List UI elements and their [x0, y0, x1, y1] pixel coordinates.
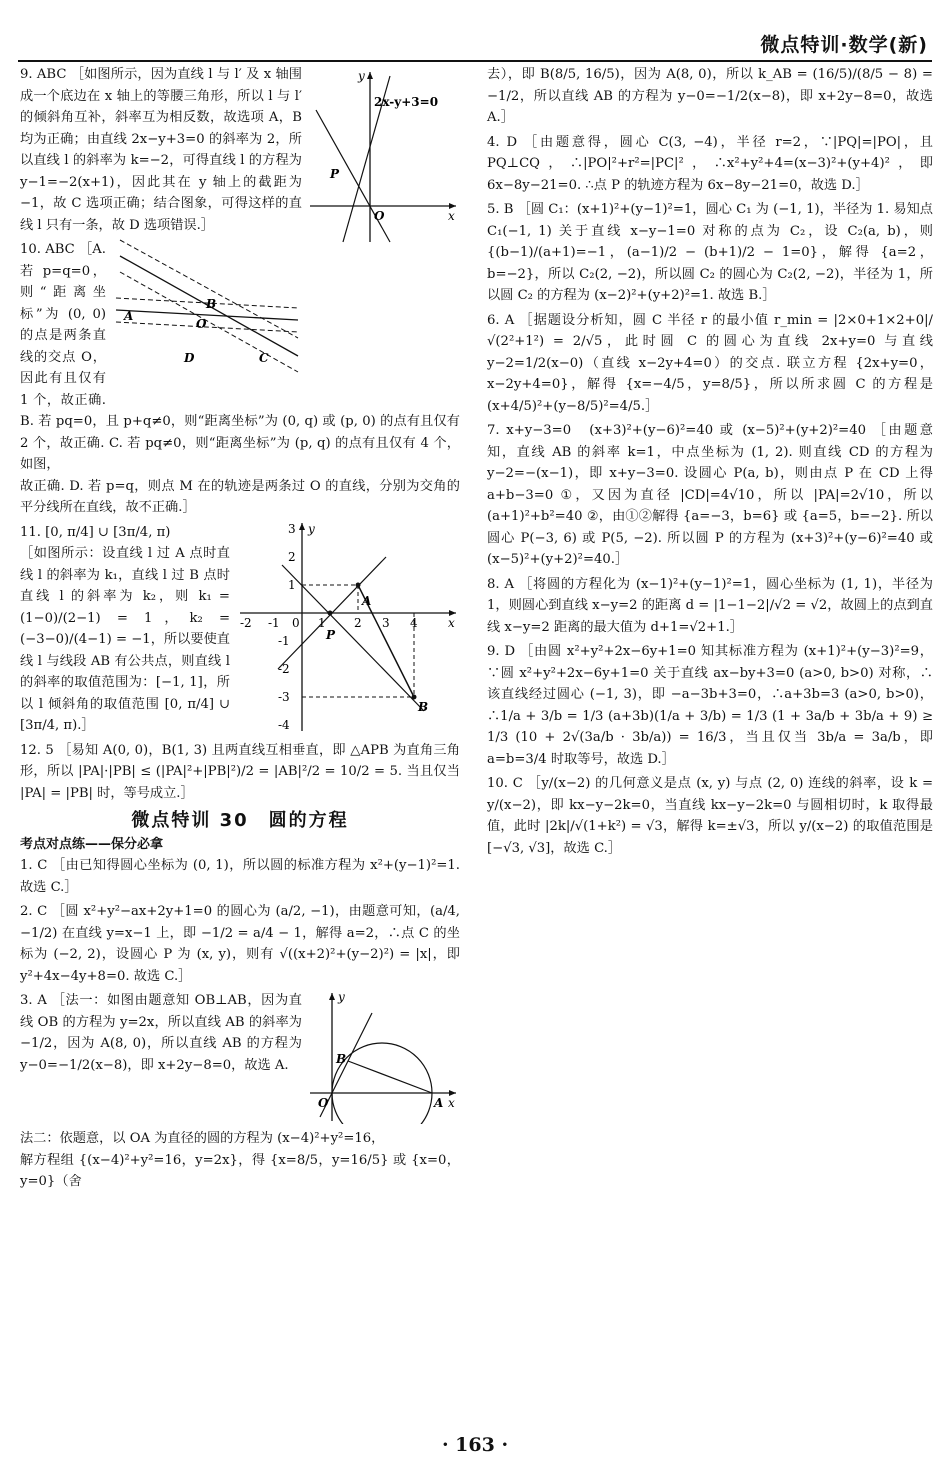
- fig10-dash-2: [120, 272, 298, 372]
- figure-q9: [310, 66, 460, 244]
- answer-q12: 12. 5 ［易知 A(0, 0)，B(1, 3) 且两直线互相垂直，即 △APB 为直角三角形，所以 |PA|·|PB| ≤ (|PA|²+|PB|²)/2 = |AB|²/2 = 10/2 = 5. 当且仅当 |PA| = |PB| 时，等号成立.］: [20, 742, 460, 801]
- fig11-ytick-1: 1: [288, 577, 296, 592]
- fig11-ytick-2: 2: [288, 549, 296, 564]
- fig11-xtick-neg1: -1: [268, 615, 280, 630]
- answer-c5: 5. B ［圆 C₁：(x+1)²+(y−1)²=1，圆心 C₁ 为 (−1, 1)，半径为 1. 易知点 C₁(−1, 1) 关于直线 x−y−1=0 对称的点为 C₂，设 C₂(a, b)，则 {(b−1)/(a+1)=−1，(a−1)/2 − (b+1)/2 − 1=0}，解得 {a=2，b=−2}，所以 C₂(2, −2)，所以圆 C₂ 的圆心为 C₂(2, −2)，半径为 1，所以圆 C₂ 的方程为 (x−2)²+(y+2)²=1. 故选 B.］: [487, 202, 933, 303]
- answer-q9: 9. ABC ［如图所示，因为直线 l 与 l′ 及 x 轴围成一个底边在 x 轴上的等腰三角形，所以 l 与 l′ 的倾斜角互补，斜率互为相反数，故选项 A，B 均为正确；由直线 2x−y+3=0 的斜率为 2，所以直线 l 的斜率为 k=−2，可得直线 l 的方程为 y−1=−2(x+1)，因此其在 y 轴上的截距为 −1，故 C 选项正确；结合图象，可得这样的直线 l 只有一条，故 D 选项错误.］: [20, 67, 302, 233]
- fig11-xtick-3: 3: [382, 615, 390, 630]
- fig10-point-b: B: [206, 297, 217, 311]
- answer-c3-method2: 法二：依题意，以 OA 为直径的圆的方程为 (x−4)²+y²=16，: [20, 1131, 385, 1146]
- fig11-point-b-dot: [412, 694, 417, 699]
- fig3-line-ab: [348, 1061, 432, 1093]
- answer-c3-system: 解方程组 {(x−4)²+y²=16，y=2x}，得 {x=8/5，y=16/5} 或 {x=0，y=0}（舍: [20, 1152, 460, 1189]
- answer-c3-method1: 3. A ［法一：如图由题意知 OB⊥AB，因为直线 OB 的方程为 y=2x，所以直线 AB 的斜率为 −1/2，因为 A(8, 0)，所以直线 AB 的方程为 y−0=−1/2(x−8)，即 x+2y−8=0，故选 A.: [20, 993, 302, 1073]
- right-column: [487, 64, 933, 859]
- fig3-y-arrow: [329, 993, 335, 1000]
- fig9-line-label: 2x-y+3=0: [374, 95, 439, 109]
- fig11-point-p-dot: [328, 610, 333, 615]
- fig11-xtick-0: 0: [292, 615, 300, 630]
- answer-c4: 4. D ［由题意得，圆心 C(3, −4)，半径 r=2，∵|PQ|=|PO|，且 PQ⊥CQ，∴|PO|²+r²=|PC|²，∴x²+y²+4=(x−3)²+(y+4)²，即 6x−8y−21=0. ∴点 P 的轨迹方程为 6x−8y−21=0，故选 D.］: [487, 134, 933, 193]
- answer-q10-continued: 故正确. D. 若 p=q，则点 M 在的轨迹是两条过 O 的直线，分别为交角的平分线所在直线，故不正确.］: [20, 478, 460, 515]
- answer-c2: 2. C ［圆 x²+y²−ax+2y+1=0 的圆心为 (a/2, −1)，由题意可知，(a/4, −1/2) 在直线 y=x−1 上，即 −1/2 = a/4 − 1，解得 a=2，∴点 C 的坐标为 (−2, 2)，设圆心 P 为 (x, y)，则有 √((x+2)²+(y−2)²) = |x|，即 y²+4x−4y+8=0. 故选 C.］: [20, 904, 460, 984]
- section-title: 微点特训 30 圆的方程: [131, 810, 349, 831]
- figure-q10: [114, 238, 302, 390]
- fig3-circle: [332, 1043, 432, 1124]
- answer-c7: 7. x+y−3=0 (x+3)²+(y−6)²=40 或 (x−5)²+(y+2)²=40 ［由题意知，直线 AB 的斜率 k=1，中点坐标为 (1, 2). 则直线 CD 的方程为 y−2=−(x−1)，即 x+y−3=0. 设圆心 P(a, b)，则由点 P 在 CD 上得 a+b−3=0 ①，又因为直径 |CD|=4√10，所以 |PA|=2√10，所以 (a+1)²+b²=40 ②，由①②解得 {a=−3，b=6} 或 {a=5，b=−2}. 所以圆心 P(−3, 6) 或 P(5, −2). 所以圆 P 的方程为 (x+3)²+(y−6)²=40 或 (x−5)²+(y+2)²=40.］: [487, 423, 933, 567]
- fig11-ytick-neg2: -2: [278, 661, 290, 676]
- fig10-point-c: C: [259, 351, 269, 365]
- fig11-y-arrow: [299, 523, 305, 530]
- fig11-x-label: x: [448, 615, 455, 630]
- fig11-y-label: y: [308, 521, 315, 536]
- fig11-xtick-neg2: -2: [240, 615, 252, 630]
- fig11-line-k2: [282, 565, 424, 711]
- answer-c3-continued: 去），即 B(8/5, 16/5)，因为 A(8, 0)，所以 k_AB = (16/5)/(8/5 − 8) = −1/2，所以直线 AB 的方程为 y−0=−1/2(x−8)，即 x+2y−8=0，故选 A.］: [487, 67, 933, 125]
- header-divider: [18, 60, 932, 62]
- page-number: · 163 ·: [441, 1434, 509, 1456]
- left-column: [20, 64, 460, 1193]
- fig10-line-2: [116, 310, 298, 320]
- fig3-y-label: y: [338, 990, 345, 1004]
- fig11-xtick-2: 2: [354, 615, 362, 630]
- fig11-ytick-neg4: -4: [278, 717, 290, 732]
- fig9-y-arrow: [367, 72, 373, 79]
- fig3-point-a: A: [434, 1096, 444, 1110]
- fig3-x-label: x: [448, 1096, 455, 1110]
- fig11-ytick-neg1: -1: [278, 633, 290, 648]
- fig3-point-b: B: [336, 1052, 347, 1066]
- answer-q11-body: ［如图所示：设直线 l 过 A 点时直线 l 的斜率为 k₁，直线 l 过 B 点时直线 l 的斜率为 k₂，则 k₁ = (1−0)/(2−1) = 1，k₂ = (−3−0)/(4−1) = −1，所以要使直线 l 与线段 AB 有公共点，则直线 l 的斜率的取值范围为：[−1, 1]，所以 l 倾斜角的取值范围 [0, π/4] ∪ [3π/4, π).］: [20, 546, 230, 733]
- fig11-ytick-neg3: -3: [278, 689, 290, 704]
- figure-c3: [310, 989, 460, 1124]
- answer-q10: 10. ABC ［A. 若 p=q=0，则“距离坐标”为 (0, 0) 的点是两条直线的交点 O，因此有且仅有 1 个，故正确. B. 若 pq=0，且 p+q≠0，则“距离坐标”为 (0, q) 或 (p, 0) 的点有且仅有 2 个，故正确. C. 若 pq≠0，则“距离坐标”为 (p, q) 的点有且仅有 4 个，如图，: [20, 242, 460, 472]
- fig11-point-p: P: [326, 627, 336, 642]
- answer-c9: 9. D ［由圆 x²+y²+2x−6y+1=0 知其标准方程为 (x+1)²+(y−3)²=9，∵圆 x²+y²+2x−6y+1=0 关于直线 ax−by+3=0 (a>0, b>0) 对称，∴该直线经过圆心 (−1, 3)，即 −a−3b+3=0，∴a+3b=3 (a>0, b>0)，∴1/a + 3/b = 1/3 (a+3b)(1/a + 3/b) = 1/3 (1 + 3a/b + 3b/a + 9) ≥ 1/3 (10 + 2√(3a/b · 3b/a)) = 16/3，当且仅当 3b/a = 3a/b，即 a=b=3/4 时取等号，故选 D.］: [487, 644, 933, 767]
- fig11-ytick-3: 3: [288, 521, 296, 536]
- answer-c8: 8. A ［将圆的方程化为 (x−1)²+(y−1)²=1，圆心坐标为 (1, 1)，半径为 1，则圆心到直线 x−y=2 的距离 d = |1−1−2|/√2 = √2，故圆上的点到直线 x−y=2 距离的最大值为 d+1=√2+1.］: [487, 576, 933, 635]
- answer-c10: 10. C ［y/(x−2) 的几何意义是点 (x, y) 与点 (2, 0) 连线的斜率，设 k = y/(x−2)，即 kx−y−2k=0，当直线 kx−y−2k=0 与圆相切时，k 取得最值，此时 |2k|/√(1+k²) = √3，解得 k=±√3，所以 y/(x−2) 的取值范围是 [−√3, √3]，故选 C.］: [487, 776, 933, 856]
- header-title: 微点特训·数学(新): [760, 34, 928, 56]
- fig10-dash-1: [120, 240, 298, 338]
- section-subtitle: 考点对点练——保分必拿: [20, 836, 164, 852]
- figure-q11: [238, 521, 460, 735]
- fig9-y-label: y: [358, 69, 365, 83]
- fig11-point-a-dot: [356, 582, 361, 587]
- answer-c6: 6. A ［据题设分析知，圆 C 半径 r 的最小值 r_min = |2×0+1×2+0|/√(2²+1²) = 2/√5，此时圆 C 的圆心为直线 2x+y=0 与直线 y−2=1/2(x−0)（直线 x−2y+4=0）的交点. 联立方程 {2x+y=0，x−2y+4=0}，解得 {x=−4/5，y=8/5}，所以所求圆 C 的方程是 (x+4/5)²+(y−8/5)²=4/5.］: [487, 312, 933, 414]
- fig10-point-a: A: [124, 309, 134, 323]
- answer-q11-head: 11. [0, π/4] ∪ [3π/4, π): [20, 524, 171, 540]
- fig3-point-o: O: [318, 1096, 329, 1110]
- fig9-point-p: P: [330, 167, 340, 181]
- fig10-point-d: D: [184, 351, 195, 365]
- fig11-point-a: A: [362, 593, 372, 608]
- fig11-xtick-4: 4: [410, 615, 418, 630]
- fig11-xtick-1: 1: [318, 615, 326, 630]
- answer-c1: 1. C ［由已知得圆心坐标为 (0, 1)，所以圆的标准方程为 x²+(y−1)²=1. 故选 C.］: [20, 858, 460, 895]
- fig9-point-o: O: [374, 209, 385, 223]
- fig9-x-label: x: [448, 209, 455, 223]
- fig11-point-b: B: [418, 699, 429, 714]
- fig10-point-o: O: [196, 317, 207, 331]
